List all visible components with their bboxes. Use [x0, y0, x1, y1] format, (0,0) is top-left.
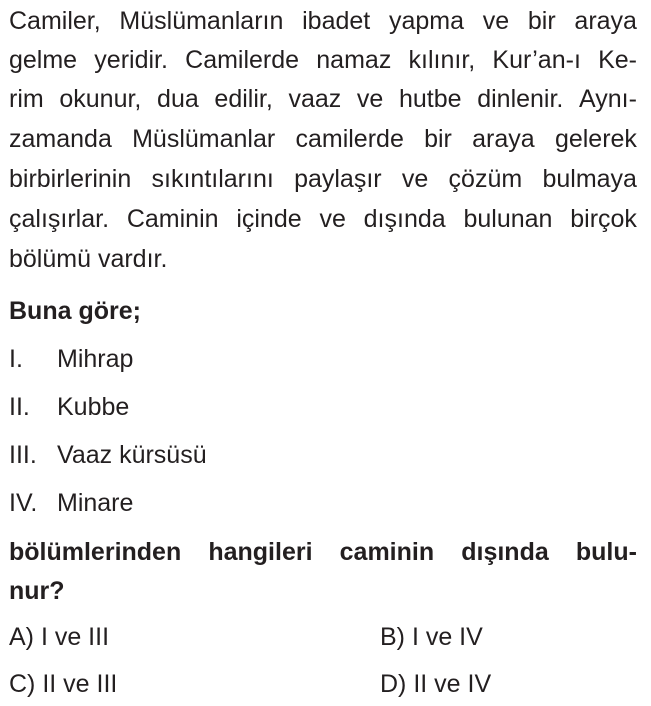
- option-a[interactable]: A) I ve III: [9, 623, 110, 651]
- item-text: Kubbe: [57, 393, 130, 421]
- paragraph-line: birbirlerinin sıkıntılarını paylaşır ve çözüm bulmaya: [9, 165, 637, 193]
- item-number: III.: [9, 441, 37, 469]
- paragraph-line: bölümü vardır.: [9, 245, 168, 273]
- list-item: [9, 488, 133, 518]
- item-number: IV.: [9, 489, 38, 517]
- option-b[interactable]: B) I ve IV: [380, 623, 483, 651]
- question-line: nur?: [9, 577, 65, 605]
- item-text: Mihrap: [57, 345, 134, 373]
- question-line: bölümlerinden hangileri caminin dışında bulu-: [9, 538, 637, 566]
- option-d[interactable]: D) II ve IV: [380, 670, 492, 698]
- list-item: [9, 440, 207, 470]
- list-item: [9, 344, 133, 374]
- list-item: [9, 392, 129, 422]
- lead-text: Buna göre;: [9, 297, 141, 325]
- paragraph-line: gelme yeridir. Camilerde namaz kılınır, Kur’an-ı Ke-: [9, 46, 637, 74]
- paragraph-line: zamanda Müslümanlar camilerde bir araya gelerek: [9, 125, 637, 153]
- item-text: Minare: [57, 489, 134, 517]
- item-number: I.: [9, 345, 23, 373]
- option-c[interactable]: C) II ve III: [9, 670, 118, 698]
- paragraph-line: Camiler, Müslümanların ibadet yapma ve bir araya: [9, 7, 637, 35]
- item-number: II.: [9, 393, 30, 421]
- item-text: Vaaz kürsüsü: [57, 441, 207, 469]
- paragraph-line: rim okunur, dua edilir, vaaz ve hutbe dinlenir. Aynı-: [9, 85, 637, 113]
- paragraph-line: çalışırlar. Caminin içinde ve dışında bulunan birçok: [9, 205, 637, 233]
